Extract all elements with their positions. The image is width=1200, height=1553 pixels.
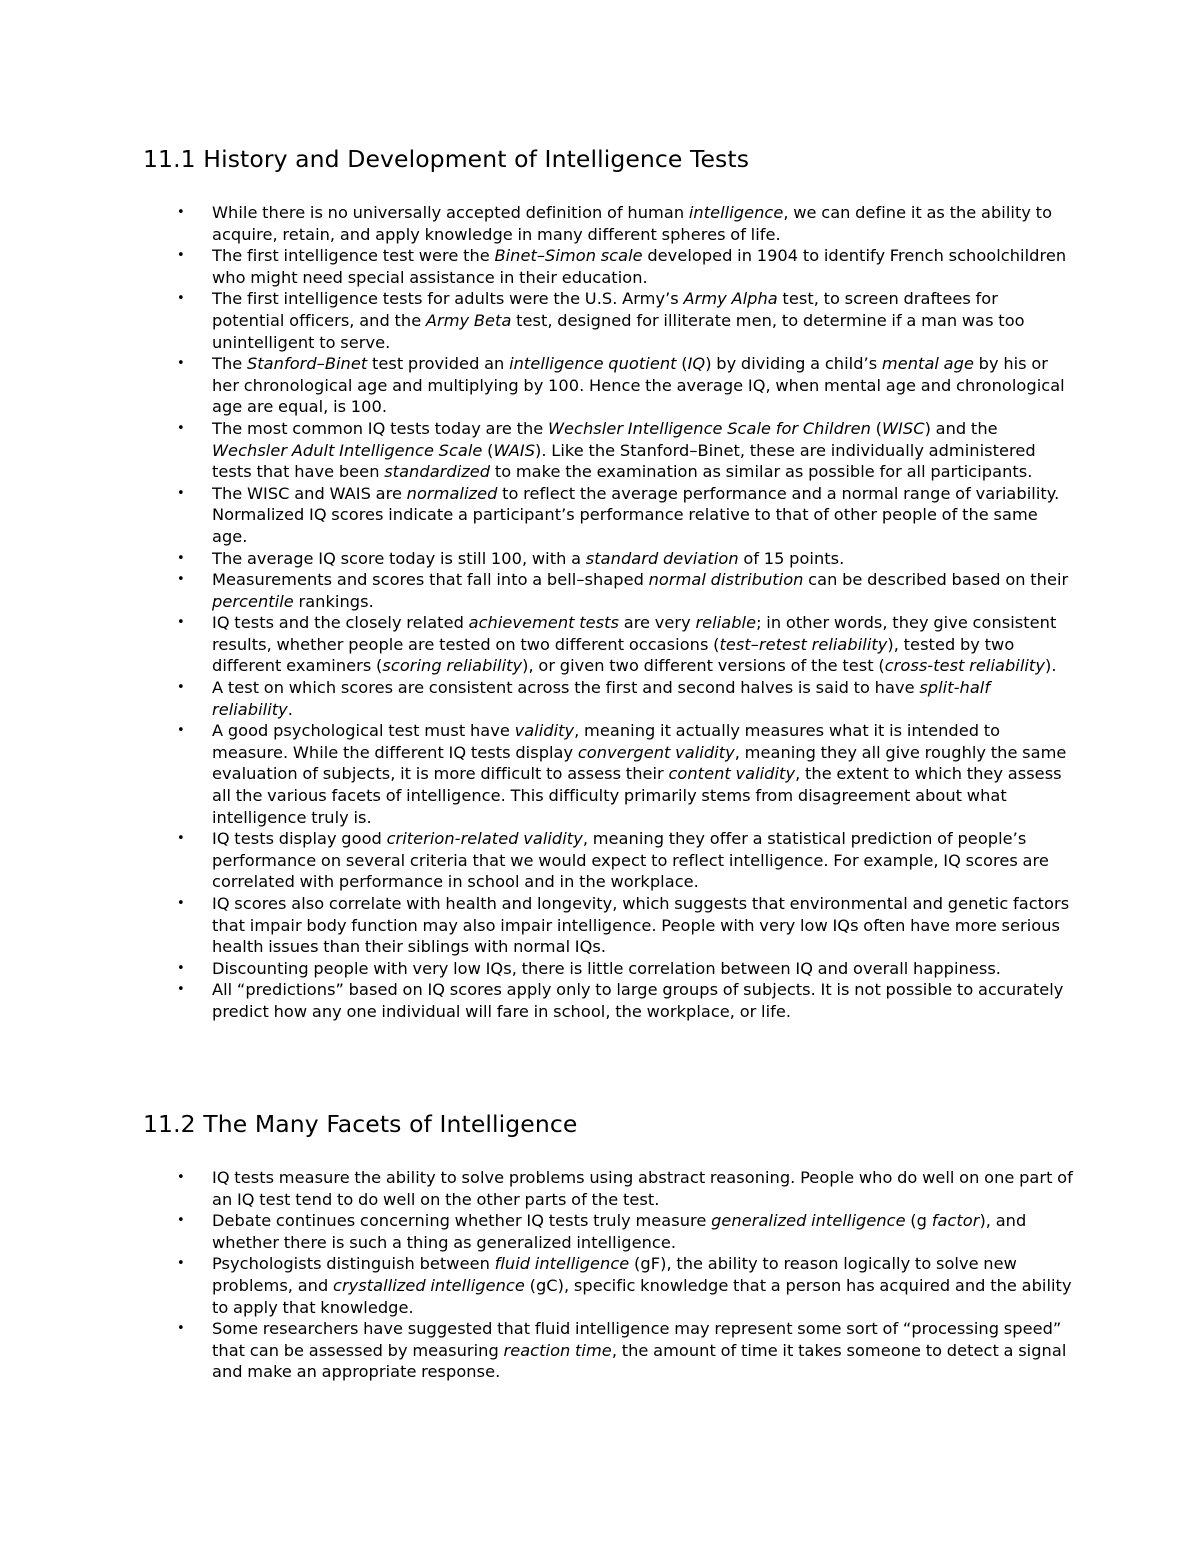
list-item [143,548,1073,570]
section-heading: 11.2 The Many Facets of Intelligence [143,1110,578,1138]
text-run: to reflect the average performance and a normal range of variability. Normalized IQ scores indicate a participant’s performance relative to that of other people of the same age. [212,483,1060,546]
italic-term: cross-test reliability [884,656,1045,676]
text-run: ), specific knowledge that a person has acquired and the ability to apply that knowledge. [212,1275,1072,1317]
italic-term: percentile [212,591,294,611]
text-run: test, designed for illiterate men, to determine if a man was too unintelligent to serve. [212,310,1025,352]
text-run: The first intelligence tests for adults were the U.S. Army’s [212,289,684,309]
text-run: , the extent to which they assess all the various facets of intelligence. This difficulty primarily stems from disagreement about what intelligence truly is. [212,764,1062,827]
text-run: (g [905,1211,932,1231]
italic-term: Wechsler Intelligence Scale for Children [547,418,871,438]
list-item [143,418,1073,483]
bullet-icon: • [177,550,185,566]
italic-term: crystallized intelligence [333,1275,525,1295]
text-run: are very [619,613,696,633]
bullet-icon: • [177,420,185,436]
text-run: test, to screen draftees for potential officers, and the [212,289,998,330]
bullet-icon: • [177,1256,185,1272]
italic-term: reliable [695,613,757,633]
text-run: IQ tests display good [212,829,387,849]
text-run: IQ tests and the closely related [212,613,469,633]
text-run: ( [870,418,882,438]
italic-term: content validity [668,764,796,784]
list-item [143,612,1073,677]
text-run: , the amount of time it takes someone to detect a signal and make an appropriate response. [212,1340,1067,1382]
text-run: Some researchers have suggested that fluid intelligence may represent some sort of “processing speed” that can be assessed by measuring [212,1319,1062,1360]
list-item [143,828,1073,893]
italic-term: split-half reliability [212,678,991,719]
bullet-icon: • [177,896,185,911]
italic-term: factor [931,1211,980,1231]
bullet-icon: • [177,572,185,588]
list-item [143,720,1073,828]
list-item [143,1318,1073,1383]
bullet-icon: • [177,615,185,631]
list-item [143,1167,1073,1210]
text-run: F [650,1254,661,1274]
text-run: ), and whether there is such a thing as generalized intelligence. [212,1211,1027,1252]
section-11-1 [143,143,1073,1023]
text-run: The first intelligence test were the [212,246,495,266]
text-run: A test on which scores are consistent across the first and second halves is said to have [212,678,920,698]
list-item [143,958,1073,980]
bullet-icon: • [177,291,185,307]
section-11-2 [143,1108,1073,1383]
bullet-icon: • [177,1213,185,1229]
italic-term: convergent validity [577,742,735,762]
bullet-icon: • [177,723,185,739]
text-run: ). [1044,656,1057,676]
bullet-icon: • [177,982,185,998]
text-run: , meaning they all give roughly the same evaluation of subjects, it is more difficult to assess their [212,742,1067,784]
italic-term: fluid intelligence [494,1254,630,1274]
text-run: ). Like the Stanford–Binet, these are individually administered tests that have been [212,440,1036,482]
italic-term: scoring reliability [382,656,523,676]
italic-term: achievement tests [468,613,620,633]
list-item [143,353,1073,418]
text-run: , we can define it as the ability to acquire, retain, and apply knowledge in many different spheres of life. [212,203,1053,244]
text-run: can be described based on their [803,570,1069,590]
text-run: test provided an [367,354,510,374]
text-run: developed in 1904 to identify French schoolchildren who might need special assistance in their education. [212,246,1067,287]
bullet-icon: • [177,1321,185,1337]
text-run: ( [482,440,494,460]
text-run: Discounting people with very low IQs, there is little correlation between IQ and overall happiness. [212,958,1002,978]
bullet-icon: • [177,1170,185,1185]
list-item [143,245,1073,288]
italic-term: generalized intelligence [711,1211,906,1231]
bullet-icon: • [177,960,185,976]
text-run: (g [629,1254,651,1274]
italic-term: mental age [881,354,974,374]
bullet-icon: • [177,356,185,372]
list-item [143,202,1073,245]
bullet-icon: • [177,680,185,696]
list-item [143,569,1073,612]
text-run: The most common IQ tests today are the [212,418,548,438]
text-run: Measurements and scores that fall into a bell–shaped [212,570,649,590]
text-run: of 15 points. [738,548,845,568]
text-run: ( [676,354,688,374]
text-run: rankings. [293,591,374,611]
text-run: ) and the [924,418,998,438]
list-item [143,1253,1073,1318]
bullet-icon: • [177,485,185,501]
text-run: , meaning it actually measures what it is intended to measure. While the different IQ tests display [212,721,1001,762]
list-item [143,979,1073,1022]
italic-term: normalized [406,483,498,503]
text-run: to make the examination as similar as possible for all participants. [490,462,1033,482]
text-run: ), or given two different versions of the test ( [522,656,885,676]
text-run: ), tested by two different examiners ( [212,634,1015,676]
section-heading: 11.1 History and Development of Intelligence Tests [143,145,750,173]
italic-term: WISC [882,418,925,438]
list-item [143,483,1073,548]
text-run: IQ tests measure the ability to solve problems using abstract reasoning. People who do well on one part of an IQ test tend to do well on the other parts of the test. [212,1168,1073,1209]
italic-term: intelligence quotient [509,354,677,374]
text-run: ), the ability to reason logically to solve new problems, and [212,1254,1017,1295]
text-run: The WISC and WAIS are [212,483,407,503]
italic-term: WAIS [493,440,536,460]
bullet-icon: • [177,248,185,264]
text-run: . [287,699,293,719]
italic-term: standardized [384,462,491,482]
text-run: (g [524,1275,547,1295]
list-item [143,1210,1073,1253]
italic-term: normal distribution [648,570,804,590]
text-run: ; in other words, they give consistent results, whether people are tested on two different occasions ( [212,613,1057,654]
text-run: A good psychological test must have [212,721,515,741]
list-item [143,893,1073,958]
italic-term: test–retest reliability [719,634,888,654]
italic-term: validity [514,721,575,741]
italic-term: intelligence [688,203,784,222]
text-run: by his or her chronological age and multiplying by 100. Hence the average IQ, when mental age and chronological age are equal, is 100. [212,354,1065,417]
text-run: While there is no universally accepted definition of human [212,203,689,222]
bullet-list [143,202,1073,1023]
list-item [143,677,1073,720]
italic-term: criterion-related validity [386,829,583,849]
italic-term: Army Beta [425,310,512,330]
text-run: C [546,1275,558,1295]
text-run: , meaning they offer a statistical prediction of people’s performance on several criteria that we would expect to reflect intelligence. For example, IQ scores are correlated with performance in school and in the workplace. [212,829,1049,892]
italic-term: Wechsler Adult Intelligence Scale [212,440,483,460]
text-run: IQ scores also correlate with health and longevity, which suggests that environmental and genetic factors that impair body function may also impair intelligence. People with very low IQs often have more serious health issues than their siblings with normal IQs. [212,894,1070,957]
bullet-icon: • [177,831,185,847]
text-run: ) by dividing a child’s [705,354,882,374]
italic-term: Army Alpha [683,289,778,309]
italic-term: Binet–Simon scale [494,246,643,266]
list-item [143,288,1073,353]
bullet-icon: • [177,205,185,220]
text-run: The [212,354,247,374]
italic-term: Stanford–Binet [246,354,368,374]
italic-term: IQ [687,354,706,374]
text-run: Psychologists distinguish between [212,1254,495,1274]
text-run: The average IQ score today is still 100, with a [212,548,586,568]
italic-term: reaction time [503,1340,612,1360]
italic-term: standard deviation [585,548,739,568]
text-run: All “predictions” based on IQ scores apply only to large groups of subjects. It is not possible to accurately predict how any one individual will fare in school, the workplace, or life. [212,980,1064,1021]
text-run: Debate continues concerning whether IQ tests truly measure [212,1211,712,1231]
bullet-list [143,1167,1073,1383]
